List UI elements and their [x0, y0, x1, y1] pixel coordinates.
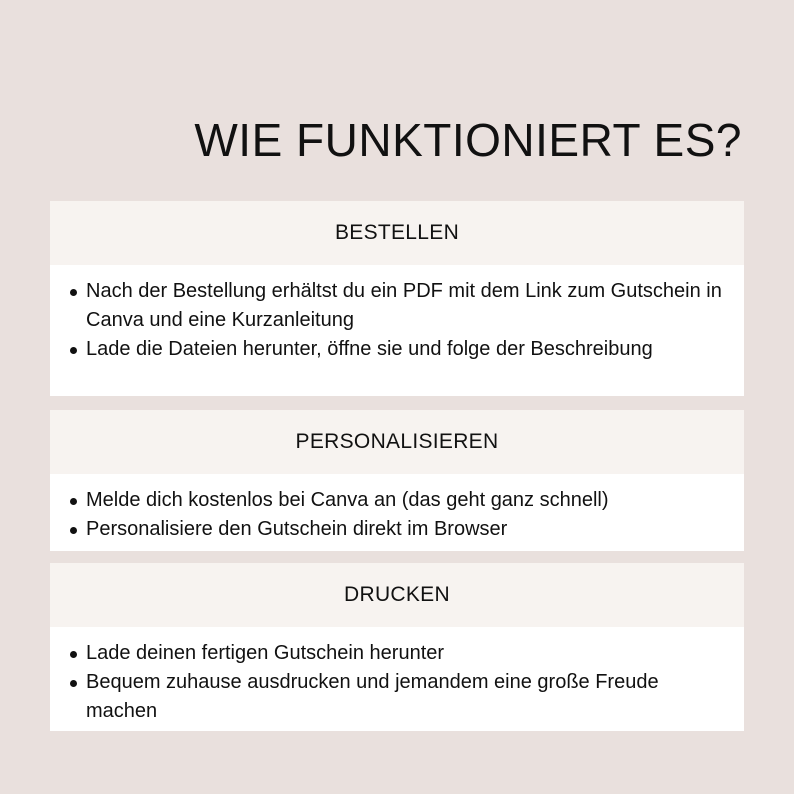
- list-item: Bequem zuhause ausdrucken und jemandem eine große Freude machen: [68, 668, 726, 726]
- section-card-bestellen: [50, 201, 744, 396]
- section-card-drucken: [50, 563, 744, 731]
- list-item: Lade die Dateien herunter, öffne sie und folge der Beschreibung: [68, 335, 726, 364]
- page-title: WIE FUNKTIONIERT ES?: [194, 114, 742, 166]
- section-list: [50, 474, 744, 548]
- section-heading: PERSONALISIEREN: [50, 410, 744, 474]
- list-item: Personalisiere den Gutschein direkt im Browser: [68, 515, 726, 544]
- section-list: [50, 265, 744, 368]
- list-item: Nach der Bestellung erhältst du ein PDF mit dem Link zum Gutschein in Canva und eine Kurzanleitung: [68, 277, 726, 335]
- section-heading: DRUCKEN: [50, 563, 744, 627]
- list-item: Melde dich kostenlos bei Canva an (das geht ganz schnell): [68, 486, 726, 515]
- section-card-personalisieren: [50, 410, 744, 551]
- list-item: Lade deinen fertigen Gutschein herunter: [68, 639, 726, 668]
- section-heading: BESTELLEN: [50, 201, 744, 265]
- section-list: [50, 627, 744, 730]
